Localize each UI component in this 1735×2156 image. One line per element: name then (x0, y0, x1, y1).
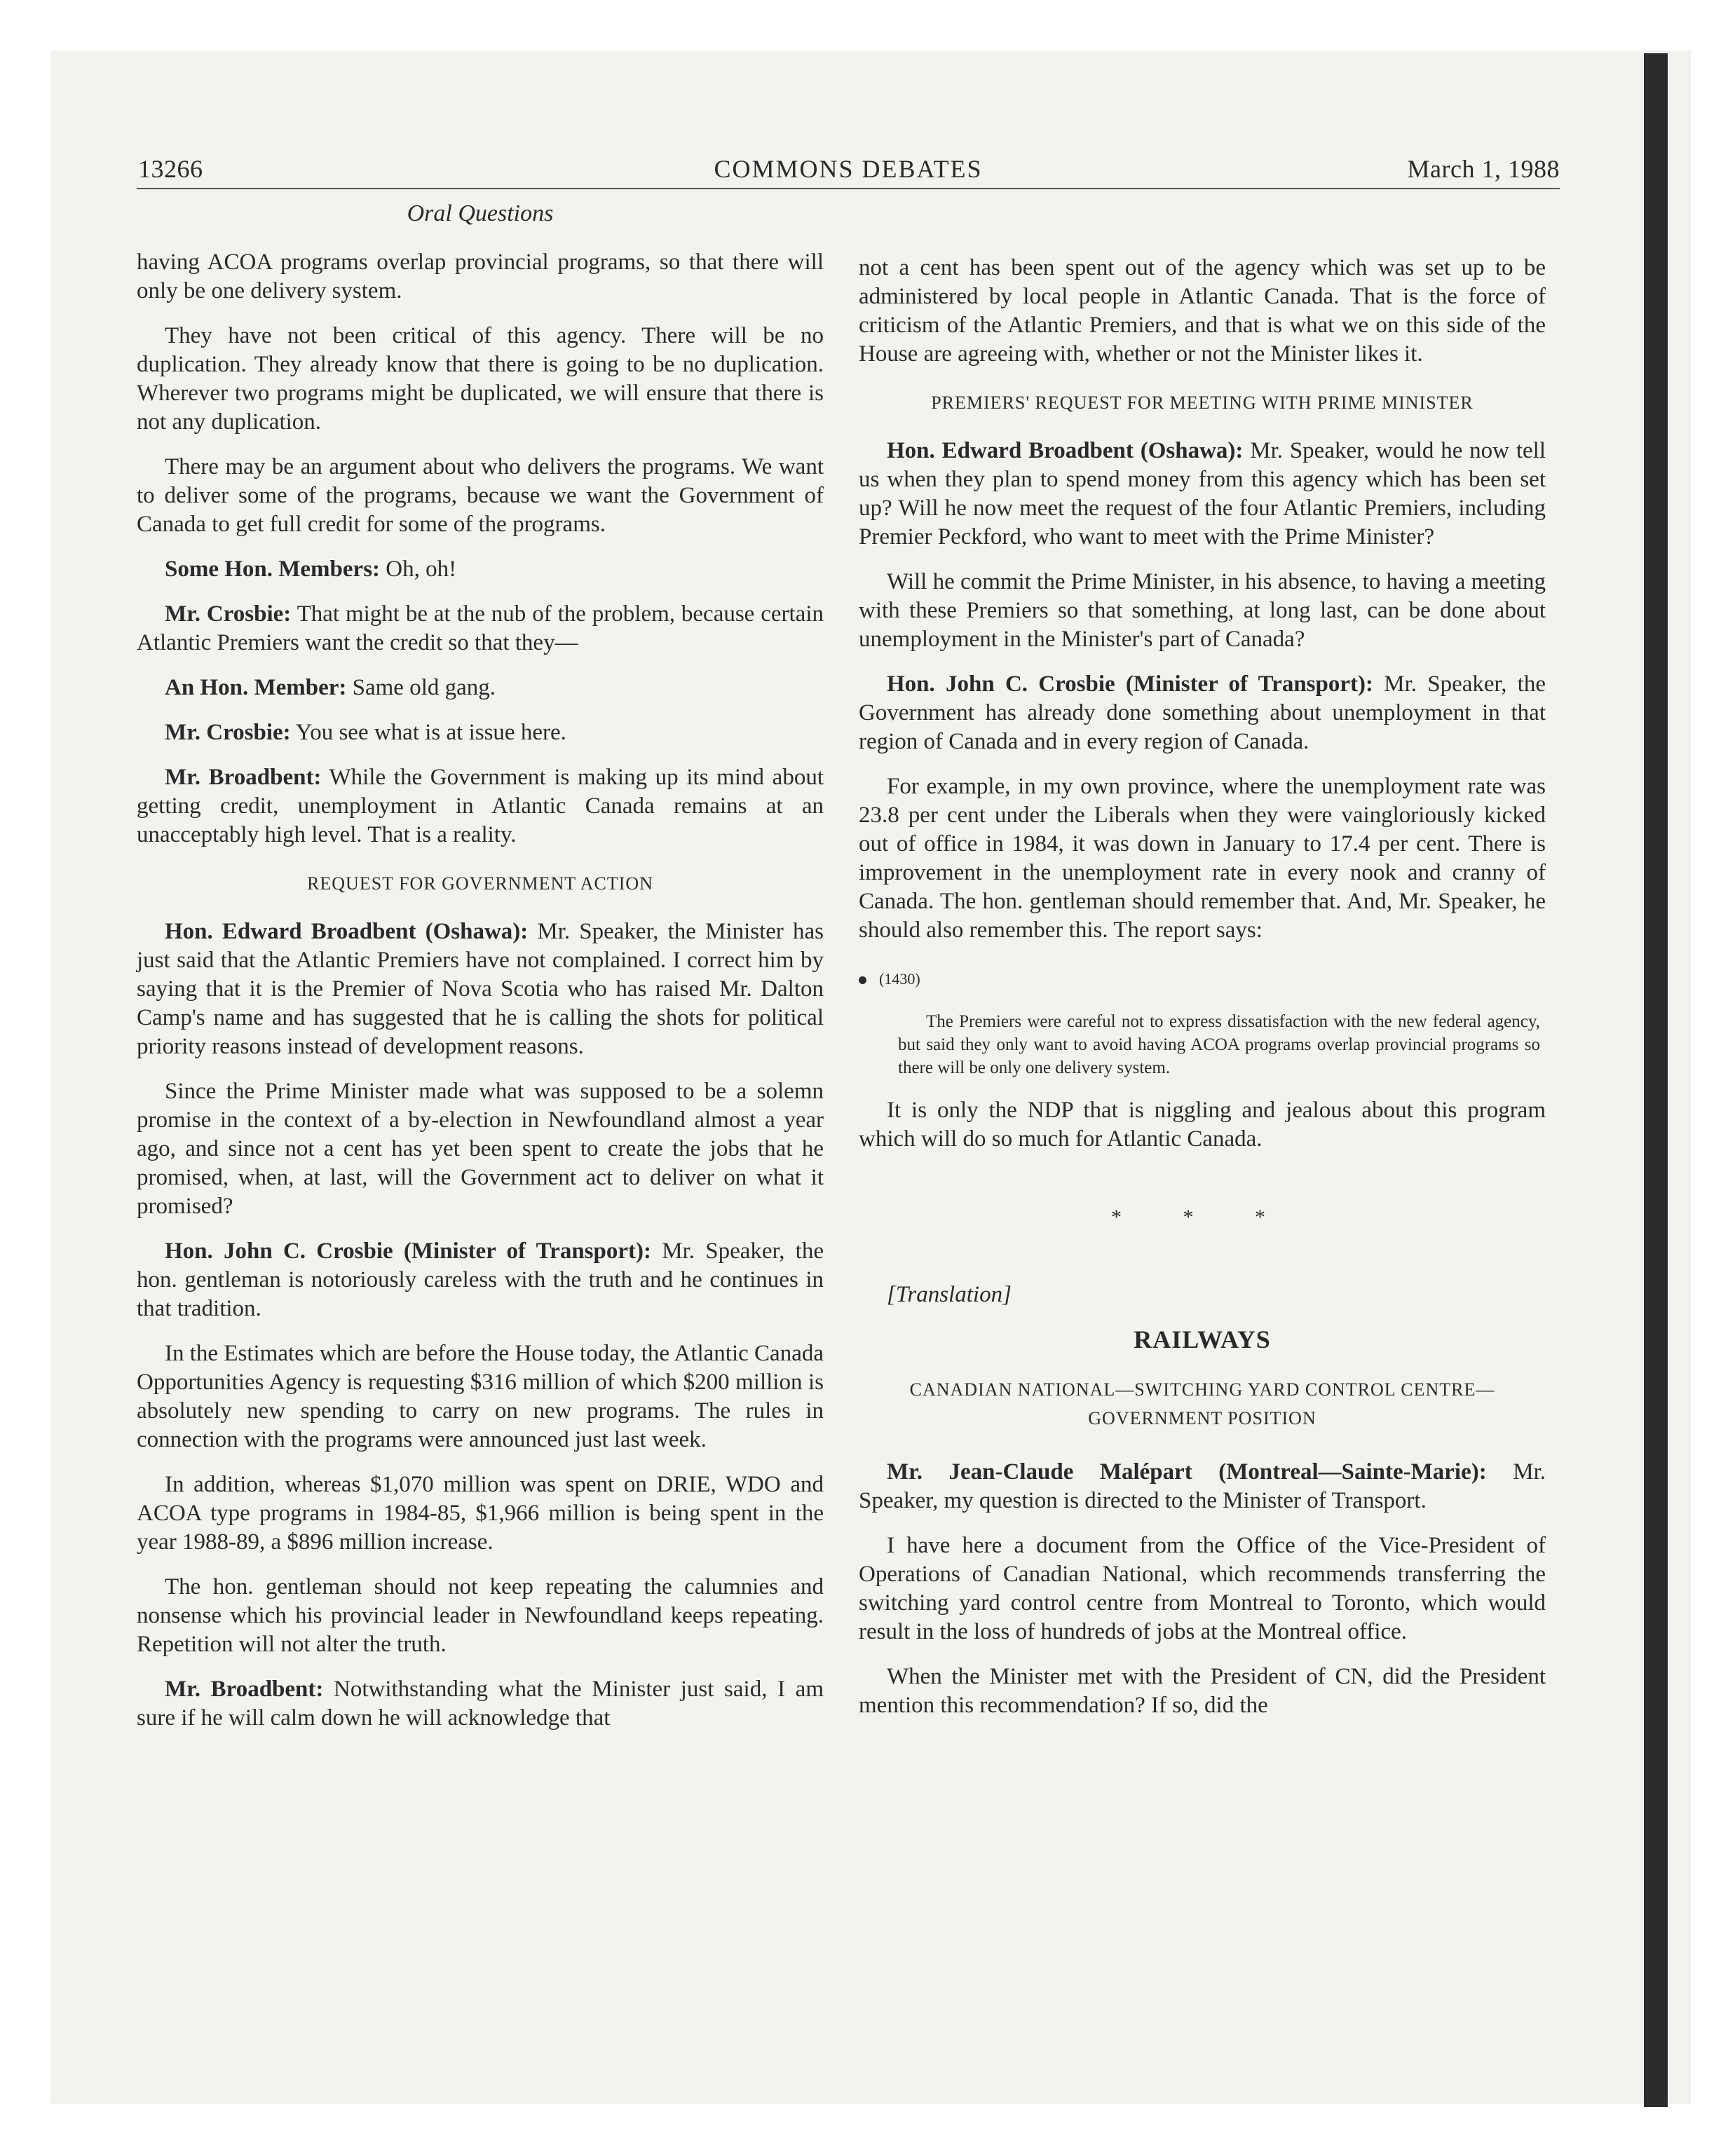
speech-paragraph (859, 437, 1546, 552)
speech-text: Mr. Speaker, the Government has already done something about unemployment in that region of Canada and in every region of Canada. (859, 671, 1546, 754)
speech-paragraph (137, 674, 824, 702)
speaker-name: Mr. Jean-Claude Malépart (Montreal—Sainte-Marie): (887, 1459, 1487, 1485)
translation-note: [Translation] (887, 1282, 1012, 1307)
speaker-name: Hon. John C. Crosbie (Minister of Transport): (165, 1239, 651, 1264)
section-heading: PREMIERS' REQUEST FOR MEETING WITH PRIME MINISTER (931, 393, 1474, 413)
speech-text: Mr. Speaker, my question is directed to the Minister of Transport. (859, 1459, 1546, 1513)
paragraph: I have here a document from the Office of the Vice-President of Operations of Canadian National, which recommends transferring the switching yard control centre from Montreal to Toronto, which would result in the loss of hundreds of jobs at the Montreal office. (859, 1533, 1546, 1644)
speech-paragraph (137, 917, 824, 1061)
paragraph: not a cent has been spent out of the agency which was set up to be administered by local people in Atlantic Canada. That is the force of criticism of the Atlantic Premiers, and that is what we on this side of the House are agreeing with, whether or not the Minister likes it. (859, 255, 1546, 367)
publication-date: March 1, 1988 (1407, 155, 1560, 183)
document-page (137, 149, 1560, 1731)
section-heading (859, 1375, 1546, 1433)
speech-text: Same old gang. (346, 675, 496, 700)
speaker-name: Mr. Broadbent: (165, 1677, 324, 1702)
speech-paragraph (137, 600, 824, 657)
speech-text: You see what is at issue here. (290, 720, 566, 745)
time-marker-text: (1430) (879, 970, 920, 988)
speech-paragraph (137, 763, 824, 850)
paragraph: The hon. gentleman should not keep repeating the calumnies and nonsense which his provincial leader in Newfoundland keeps repeating. Repetition will not alter the truth. (137, 1574, 824, 1657)
section-heading-line: CANADIAN NATIONAL—SWITCHING YARD CONTROL CENTRE— (909, 1379, 1495, 1400)
speech-text: Notwithstanding what the Minister just said, I am sure if he will calm down he will acknowledge that (137, 1677, 824, 1731)
speech-paragraph (137, 1675, 824, 1733)
speaker-name: Mr. Crosbie: (165, 720, 291, 745)
speech-text: That might be at the nub of the problem, because certain Atlantic Premiers want the credit so that they— (137, 601, 824, 655)
left-column (137, 248, 824, 1749)
section-separator: * * * (1111, 1206, 1293, 1229)
speech-text: Mr. Speaker, the Minister has just said that the Atlantic Premiers have not complained. I correct him by saying that it is the Premier of Nova Scotia who has raised Mr. Dalton Camp's name and has suggested that he is calling the shots for political priority reasons instead of development reasons. (137, 919, 824, 1059)
paragraph: Will he commit the Prime Minister, in his absence, to having a meeting with these Premiers so that something, at long last, can be done about unemployment in the Minister's part of Canada? (859, 569, 1546, 652)
speaker-name: Hon. Edward Broadbent (Oshawa): (165, 919, 529, 944)
time-marker (859, 964, 1546, 993)
right-column (859, 254, 1546, 1736)
speaker-name: Mr. Crosbie: (165, 601, 292, 627)
speech-text: Oh, oh! (380, 557, 457, 582)
running-header (137, 149, 1560, 189)
paragraph: In addition, whereas $1,070 million was spent on DRIE, WDO and ACOA type programs in 1984-85, $1,966 million is being spent in the year 1988-89, a $896 million increase. (137, 1472, 824, 1555)
speech-paragraph (859, 670, 1546, 756)
paragraph: In the Estimates which are before the House today, the Atlantic Canada Opportunities Agency is requesting $316 million of which $200 million is absolutely new spending to carry on new programs. The rules in connection with the programs were announced just last week. (137, 1341, 824, 1452)
paragraph: For example, in my own province, where the unemployment rate was 23.8 per cent under the Liberals when they were vaingloriously kicked out of office in 1984, it was down in January to 17.4 per cent. There is improvement in the unemployment rate in every nook and cranny of Canada. The hon. gentleman should remember that. And, Mr. Speaker, he should also remember this. The report says: (859, 774, 1546, 943)
paragraph: They have not been critical of this agency. There will be no duplication. They already know that there is going to be no duplication. Wherever two programs might be duplicated, we will ensure that there is not any duplication. (137, 323, 824, 435)
paragraph: When the Minister met with the President of CN, did the President mention this recommendation? If so, did the (859, 1664, 1546, 1718)
block-quote: The Premiers were careful not to express dissatisfaction with the new federal agency, but said they only want to avoid having ACOA programs overlap provincial programs so there will be only one delivery system. (898, 1012, 1540, 1077)
speech-paragraph (137, 718, 824, 747)
speaker-name: Some Hon. Members: (165, 557, 381, 582)
topic-heading: RAILWAYS (1134, 1325, 1271, 1353)
section-heading-line: GOVERNMENT POSITION (1088, 1408, 1316, 1428)
speaker-name: Hon. John C. Crosbie (Minister of Transport): (887, 671, 1373, 697)
paragraph: Since the Prime Minister made what was supposed to be a solemn promise in the context of a by-election in Newfoundland almost a year ago, and since not a cent has yet been spent to create the jobs that he promised, when, at last, will the Government act to deliver on what it promised? (137, 1079, 824, 1219)
section-subheader: Oral Questions (407, 200, 554, 226)
paragraph: There may be an argument about who delivers the programs. We want to deliver some of the programs, because we want the Government of Canada to get full credit for some of the programs. (137, 454, 824, 537)
scan-edge-bar (1644, 53, 1668, 2107)
page-number: 13266 (138, 155, 203, 183)
speaker-name: Mr. Broadbent: (165, 765, 322, 790)
paragraph: having ACOA programs overlap provincial programs, so that there will only be one delivery system. (137, 250, 824, 303)
speech-text: While the Government is making up its mind about getting credit, unemployment in Atlantic Canada remains at an unacceptably high level. That is a reality. (137, 765, 824, 847)
section-heading: REQUEST FOR GOVERNMENT ACTION (307, 873, 653, 894)
paragraph: It is only the NDP that is niggling and jealous about this program which will do so much for Atlantic Canada. (859, 1098, 1546, 1152)
publication-title: COMMONS DEBATES (714, 155, 983, 183)
speech-paragraph (137, 555, 824, 584)
speech-text: Mr. Speaker, the hon. gentleman is notoriously careless with the truth and he continues in that tradition. (137, 1239, 824, 1321)
speaker-name: An Hon. Member: (165, 675, 347, 700)
speech-paragraph (137, 1237, 824, 1323)
speech-paragraph (859, 1458, 1546, 1515)
bullet-icon (859, 976, 866, 984)
speech-text: Mr. Speaker, would he now tell us when they plan to spend money from this agency which has been set up? Will he now meet the request of the four Atlantic Premiers, including Premier Peckford, who want to meet with the Prime Minister? (859, 438, 1546, 550)
speaker-name: Hon. Edward Broadbent (Oshawa): (887, 438, 1244, 463)
